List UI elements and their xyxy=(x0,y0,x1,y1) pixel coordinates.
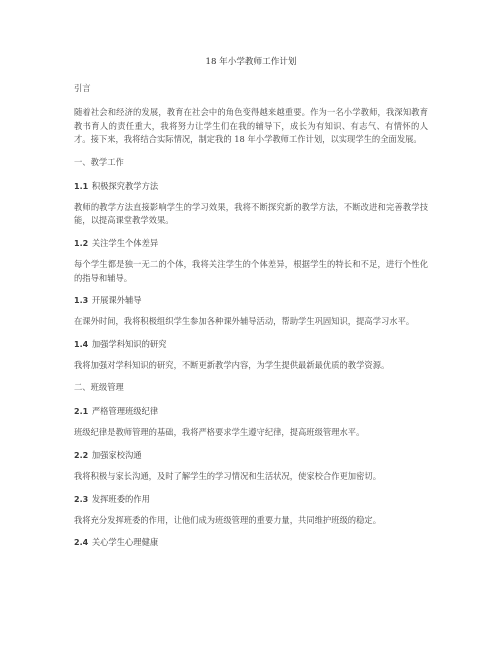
paragraph-2-1: 班级纪律是教师管理的基础，我将严格要求学生遵守纪律，提高班级管理水平。 xyxy=(74,427,365,438)
intro-label: 引言 xyxy=(74,83,91,93)
subheading-2-4 xyxy=(74,536,428,549)
intro-paragraph: 随着社会和经济的发展，教育在社会中的角色变得越来越重要。作为一名小学教师，我深知教育教书育人的责任重大，我将努力让学生们在我的辅导下，成长为有知识、有志气、有情怀的人才。接下来，我将结合实际情况，制定我的 18 年小学教师工作计划，以实现学生的全面发展。 xyxy=(74,107,428,145)
subheading-text: 关心学生心理健康 xyxy=(91,537,159,548)
paragraph-1-1: 教师的教学方法直接影响学生的学习效果，我将不断探究新的教学方法，不断改进和完善教学技能，以提高课堂教学效果。 xyxy=(74,201,428,226)
subheading-1-3 xyxy=(74,294,428,307)
subheading-text: 发挥班委的作用 xyxy=(91,493,150,504)
subheading-1-4 xyxy=(74,338,428,351)
paragraph-2-2: 我将积极与家长沟通，及时了解学生的学习情况和生活状况，使家校合作更加密切。 xyxy=(74,470,381,481)
paragraph-2-3: 我将充分发挥班委的作用，让他们成为班级管理的重要力量，共同维护班级的稳定。 xyxy=(74,514,381,525)
subheading-text: 开展课外辅导 xyxy=(91,295,142,306)
subheading-number: 2.1 xyxy=(74,407,89,417)
subheading-1-2 xyxy=(74,237,428,250)
document-title: 18 年小学教师工作计划 xyxy=(205,57,297,67)
subheading-number: 2.3 xyxy=(74,494,89,504)
subheading-text: 积极探究教学方法 xyxy=(91,180,159,191)
paragraph-1-4: 我将加强对学科知识的研究，不断更新教学内容，为学生提供最新最优质的教学资源。 xyxy=(74,359,390,370)
subheading-text: 严格管理班级纪律 xyxy=(91,406,159,417)
paragraph-1-3: 在课外时间，我将积极组织学生参加各种课外辅导活动，帮助学生巩固知识，提高学习水平。 xyxy=(74,316,415,327)
subheading-2-1 xyxy=(74,405,428,418)
section-title-class-management: 二、班级管理 xyxy=(74,382,124,393)
section-title-teaching: 一、教学工作 xyxy=(74,156,124,167)
subheading-number: 2.4 xyxy=(74,538,89,548)
subheading-2-3 xyxy=(74,493,428,506)
subheading-number: 1.4 xyxy=(74,339,89,349)
subheading-text: 关注学生个体差异 xyxy=(91,237,159,248)
subheading-number: 2.2 xyxy=(74,450,89,460)
subheading-number: 1.2 xyxy=(74,238,89,248)
subheading-2-2 xyxy=(74,449,428,462)
subheading-1-1 xyxy=(74,180,428,193)
subheading-number: 1.3 xyxy=(74,296,89,306)
subheading-number: 1.1 xyxy=(74,181,89,191)
subheading-text: 加强学科知识的研究 xyxy=(91,338,167,349)
paragraph-1-2: 每个学生都是独一无二的个体，我将关注学生的个体差异，根据学生的特长和不足，进行个性化的指导和辅导。 xyxy=(74,258,428,283)
subheading-text: 加强家校沟通 xyxy=(91,449,142,460)
